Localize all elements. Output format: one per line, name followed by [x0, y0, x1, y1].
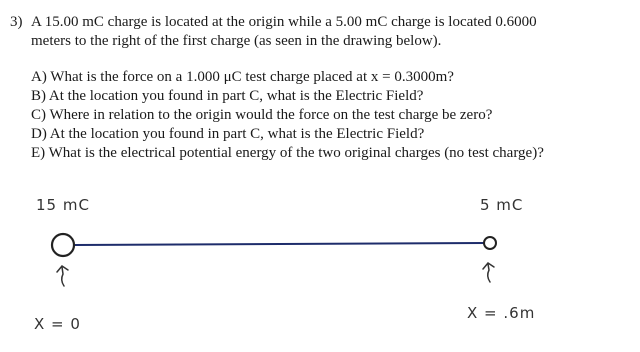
- right-arrow-icon: [483, 263, 494, 282]
- right-position-label: X = .6m: [467, 304, 536, 322]
- left-arrow-icon: [57, 266, 68, 286]
- right-charge-circle: [484, 237, 496, 249]
- problem-number: 3): [10, 14, 23, 30]
- left-charge-circle: [52, 234, 74, 256]
- right-charge-label: 5 mC: [480, 196, 524, 214]
- left-charge-label: 15 mC: [36, 196, 90, 214]
- question-e: E) What is the electrical potential energy of the two original charges (no test charge)?: [31, 145, 544, 161]
- intro-line-2: meters to the right of the first charge (as seen in the drawing below).: [31, 33, 442, 49]
- connecting-line: [75, 243, 484, 245]
- left-position-label: X = 0: [34, 315, 81, 333]
- intro-line-1: A 15.00 mC charge is located at the origin while a 5.00 mC charge is located 0.6000: [31, 14, 537, 30]
- question-c: C) Where in relation to the origin would the force on the test charge be zero?: [31, 107, 493, 123]
- question-a: A) What is the force on a 1.000 μC test charge placed at x = 0.3000m?: [31, 69, 454, 85]
- question-b: B) At the location you found in part C, what is the Electric Field?: [31, 88, 424, 104]
- question-d: D) At the location you found in part C, what is the Electric Field?: [31, 126, 425, 142]
